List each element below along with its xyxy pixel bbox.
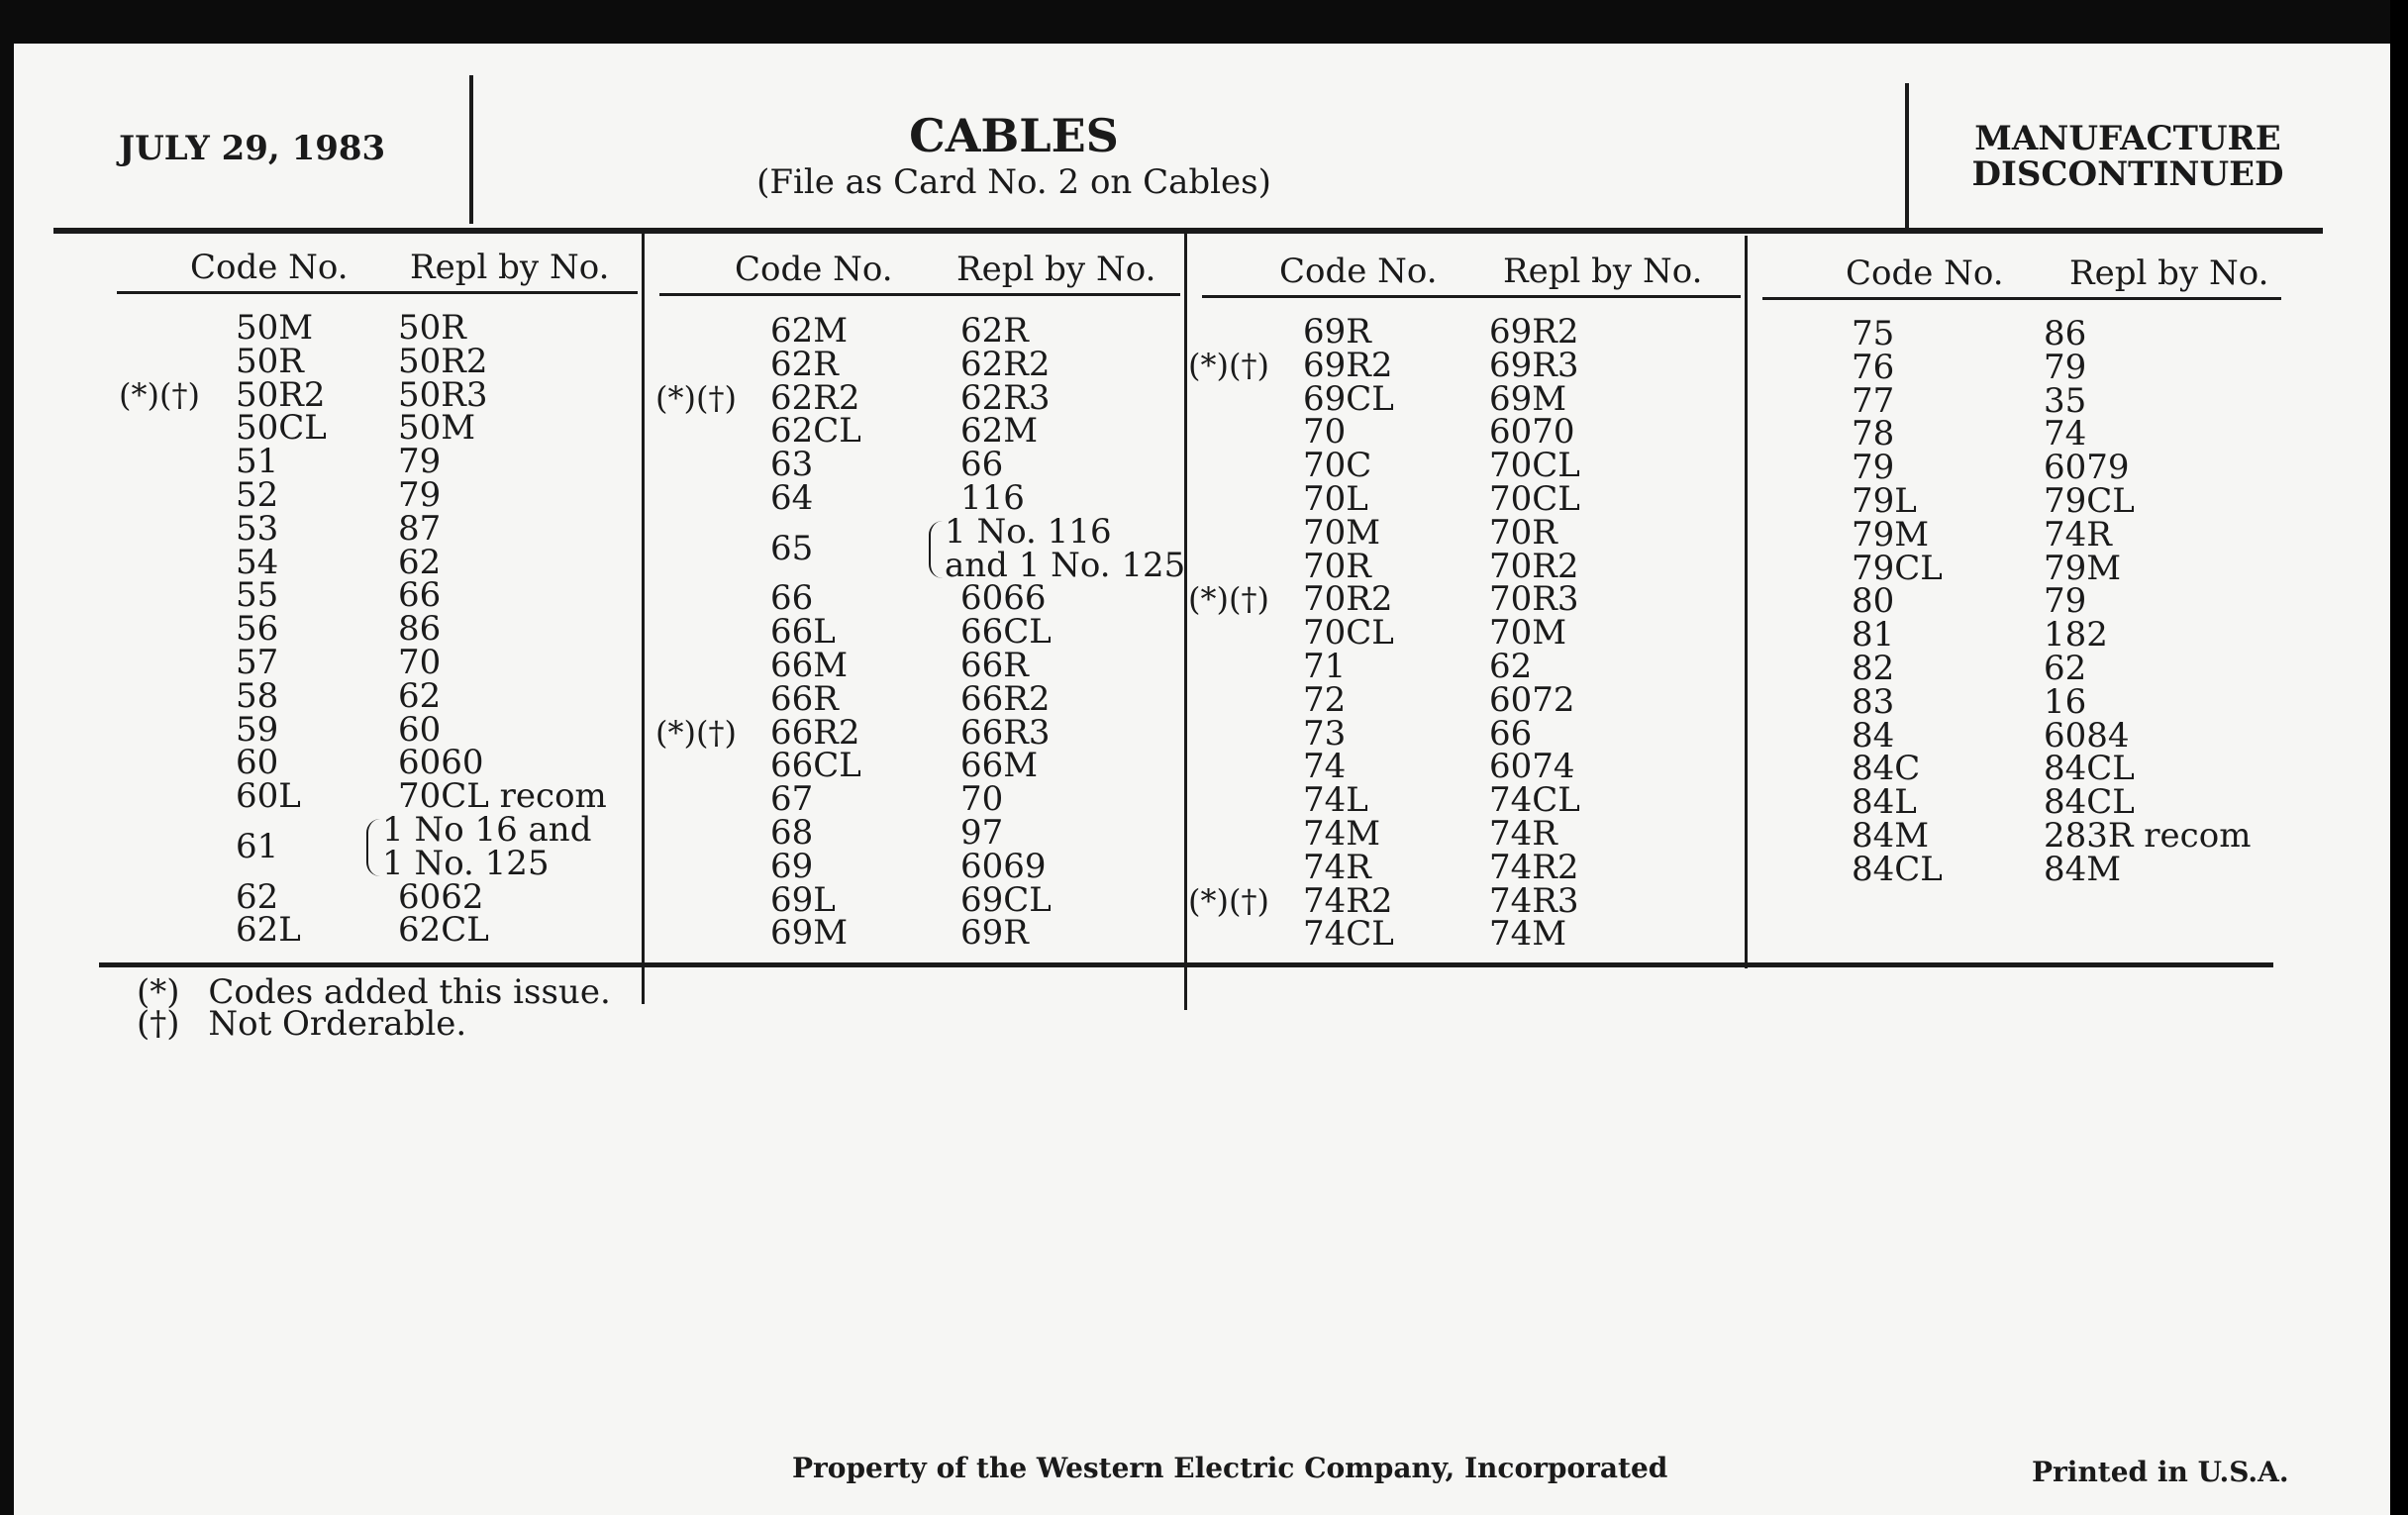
repl-by-cell: 182 xyxy=(2044,615,2108,656)
repl-by-cell: 116 xyxy=(960,478,1025,518)
repl-by-cell: 50R2 xyxy=(398,341,488,381)
status-label xyxy=(1964,121,2291,192)
table-row xyxy=(1747,380,2287,421)
repl-by-cell: 66CL xyxy=(960,612,1052,653)
repl-by-cell: 66R3 xyxy=(960,712,1051,753)
table-row xyxy=(644,311,1186,351)
table-bottom-rule xyxy=(99,962,2273,967)
table-row xyxy=(644,612,1186,653)
repl-by-cell: 62 xyxy=(2044,649,2087,688)
table-row xyxy=(1747,615,2287,656)
table-row xyxy=(1186,345,1747,385)
table-row xyxy=(644,411,1186,452)
property-notice: Property of the Western Electric Company, Incorporated xyxy=(792,1452,1668,1484)
repl-by-cell: 6066 xyxy=(960,578,1047,619)
table-row xyxy=(101,609,644,650)
table-row xyxy=(644,813,1186,853)
table-row xyxy=(1186,412,1747,453)
repl-by-cell: 79CL xyxy=(2044,481,2135,521)
code-no-cell: 62R xyxy=(770,344,839,384)
footnote-marker: (*)(†) xyxy=(1188,580,1269,619)
code-no-cell: 74R xyxy=(1303,847,1371,887)
table-row xyxy=(1747,849,2287,889)
table-row xyxy=(644,478,1186,518)
code-no-cell: 84M xyxy=(1852,816,1930,856)
table-row xyxy=(1747,649,2287,688)
code-no-cell: 82 xyxy=(1852,649,1895,688)
code-no-cell: 51 xyxy=(236,442,279,482)
code-no-cell: 62L xyxy=(236,910,301,951)
table-row xyxy=(101,508,644,549)
repl-by-cell: 84CL xyxy=(2044,749,2135,789)
table-row xyxy=(644,678,1186,719)
footnote-text: Not Orderable. xyxy=(208,1004,467,1044)
footnote-marker: (*)(†) xyxy=(1188,346,1269,384)
code-no-cell: 84L xyxy=(1852,782,1917,823)
table-row xyxy=(1186,479,1747,519)
repl-by-cell: 50R xyxy=(398,308,466,348)
repl-by-cell: 86 xyxy=(2044,314,2087,354)
code-no-cell: 53 xyxy=(236,508,279,549)
repl-by-cell: 70CL xyxy=(1489,446,1580,486)
column-header-rule xyxy=(117,291,638,294)
code-no-cell: 62R2 xyxy=(770,377,860,418)
repl-by-cell: 79 xyxy=(398,442,442,482)
code-no-cell: 69R xyxy=(1303,312,1371,352)
catalog-card xyxy=(14,44,2390,1515)
code-no-cell: 61 xyxy=(236,827,279,866)
code-no-cell: 70 xyxy=(1303,412,1347,453)
table-row xyxy=(1186,880,1747,921)
code-no-cell: 63 xyxy=(770,445,814,485)
table-row xyxy=(644,445,1186,485)
repl-by-cell: 84M xyxy=(2044,849,2122,889)
code-no-cell: 58 xyxy=(236,675,279,716)
table-row xyxy=(1186,647,1747,686)
repl-by-cell: 1 No. 116 xyxy=(945,511,1112,552)
table-row xyxy=(101,743,644,783)
code-no-cell: 69L xyxy=(770,879,836,920)
repl-by-cell: 69R2 xyxy=(1489,312,1579,352)
code-no-cell: 50CL xyxy=(236,408,327,449)
table-row xyxy=(101,374,644,415)
table-row xyxy=(644,344,1186,384)
repl-by-cell: 6084 xyxy=(2044,715,2130,756)
table-row xyxy=(101,308,644,348)
code-no-cell: 69M xyxy=(770,913,849,954)
code-no-cell: 60 xyxy=(236,743,279,783)
repl-by-cell: 62R3 xyxy=(960,377,1051,418)
code-no-cell: 70CL xyxy=(1303,613,1394,654)
table-row xyxy=(101,341,644,381)
repl-by-cell: 70R2 xyxy=(1489,546,1579,586)
repl-by-cell: 66M xyxy=(960,746,1039,786)
code-no-cell: 84C xyxy=(1852,749,1921,789)
repl-by-cell: 6072 xyxy=(1489,679,1575,720)
brace-symbol xyxy=(929,521,945,578)
column-header-rule xyxy=(1202,295,1741,298)
column-header-rule xyxy=(659,293,1180,296)
table-row xyxy=(101,542,644,582)
footnote-symbol: (†) xyxy=(137,1004,180,1044)
table-row xyxy=(644,712,1186,753)
repl-by-cell: 70R3 xyxy=(1489,579,1579,620)
repl-by-cell: 70M xyxy=(1489,613,1567,654)
table-row xyxy=(101,442,644,482)
repl-by-cell: 283R recom xyxy=(2044,816,2252,856)
code-no-cell: 66 xyxy=(770,578,814,619)
table-row xyxy=(101,776,644,817)
table-row xyxy=(101,876,644,917)
table-row xyxy=(1747,481,2287,521)
footnote-text: Codes added this issue. xyxy=(208,972,611,1012)
repl-by-cell: 84CL xyxy=(2044,782,2135,823)
code-no-cell: 68 xyxy=(770,813,814,853)
table-row xyxy=(644,578,1186,619)
table-row xyxy=(1186,747,1747,787)
repl-by-cell: 62R xyxy=(960,311,1029,351)
repl-by-cell: 70CL xyxy=(1489,479,1580,519)
table-row xyxy=(644,779,1186,820)
code-no-cell: 72 xyxy=(1303,679,1347,720)
brace-symbol xyxy=(366,819,382,876)
repl-by-cell: 35 xyxy=(2044,380,2087,421)
code-no-cell: 54 xyxy=(236,542,279,582)
code-no-cell: 81 xyxy=(1852,615,1895,656)
repl-by-no-header: Repl by No. xyxy=(2069,253,2269,293)
table-row xyxy=(1747,816,2287,856)
table-row xyxy=(1186,312,1747,352)
repl-by-cell: 62R2 xyxy=(960,344,1051,384)
table-row xyxy=(101,709,644,750)
footnote-marker: (*)(†) xyxy=(655,713,737,752)
repl-by-cell: 97 xyxy=(960,813,1004,853)
repl-by-cell: 79 xyxy=(2044,581,2087,622)
repl-by-cell: 16 xyxy=(2044,681,2087,722)
repl-by-cell-line2: 1 No. 125 xyxy=(382,844,550,883)
repl-by-cell: 6070 xyxy=(1489,412,1575,453)
repl-by-cell: 50M xyxy=(398,408,476,449)
table-row xyxy=(1186,679,1747,720)
page-subtitle: (File as Card No. 2 on Cables) xyxy=(756,162,1271,202)
repl-by-cell: 60 xyxy=(398,709,442,750)
code-no-cell: 83 xyxy=(1852,681,1895,722)
code-no-cell: 50R2 xyxy=(236,374,326,415)
code-no-cell: 69R2 xyxy=(1303,345,1393,385)
repl-by-cell: 69R3 xyxy=(1489,345,1579,385)
repl-by-cell: 69R xyxy=(960,913,1029,954)
code-no-header: Code No. xyxy=(190,248,349,287)
table-row xyxy=(101,643,644,682)
repl-by-cell: 62 xyxy=(398,675,442,716)
repl-by-no-header: Repl by No. xyxy=(410,248,610,287)
table-row xyxy=(644,846,1186,886)
code-no-cell: 60L xyxy=(236,776,301,817)
page-title: CABLES xyxy=(909,109,1119,162)
repl-by-cell: 69CL xyxy=(960,879,1052,920)
table-row xyxy=(644,511,1186,585)
repl-by-cell: 66R xyxy=(960,646,1029,685)
code-no-header: Code No. xyxy=(1846,253,2004,293)
footnote-marker: (*)(†) xyxy=(655,378,737,417)
header-divider-right xyxy=(1905,83,1909,228)
repl-by-no-header: Repl by No. xyxy=(956,250,1156,289)
repl-by-cell: 62CL xyxy=(398,910,489,951)
table-row xyxy=(1186,378,1747,419)
code-no-cell: 78 xyxy=(1852,414,1895,454)
table-row xyxy=(101,475,644,515)
table-row xyxy=(101,675,644,716)
code-no-cell: 66R xyxy=(770,678,839,719)
status-line-1: MANUFACTURE xyxy=(1974,119,2281,158)
code-no-cell: 59 xyxy=(236,709,279,750)
code-no-cell: 65 xyxy=(770,528,814,568)
scan-edge xyxy=(2390,0,2408,1515)
code-no-cell: 56 xyxy=(236,609,279,650)
code-no-cell: 79CL xyxy=(1852,548,1943,588)
footnote-marker: (*)(†) xyxy=(1188,881,1269,920)
repl-by-cell: 6074 xyxy=(1489,747,1575,787)
repl-by-cell: 87 xyxy=(398,508,442,549)
repl-by-cell: 6079 xyxy=(2044,448,2130,488)
footnote-marker: (*)(†) xyxy=(119,375,200,414)
table-row xyxy=(644,913,1186,954)
column-header-rule xyxy=(1762,297,2281,300)
code-no-cell: 66L xyxy=(770,612,836,653)
code-no-cell: 66M xyxy=(770,646,849,685)
repl-by-cell: 74M xyxy=(1489,914,1567,955)
table-row xyxy=(1186,814,1747,854)
code-no-cell: 79M xyxy=(1852,514,1930,555)
repl-by-cell: 62M xyxy=(960,411,1039,452)
repl-by-no-header: Repl by No. xyxy=(1503,252,1703,291)
header-bottom-rule xyxy=(53,228,2323,234)
repl-by-cell-line2: and 1 No. 125 xyxy=(945,545,1186,585)
code-no-cell: 66CL xyxy=(770,746,861,786)
repl-by-cell: 79 xyxy=(398,475,442,515)
table-row xyxy=(1186,780,1747,821)
table-row xyxy=(1747,681,2287,722)
code-no-cell: 84CL xyxy=(1852,849,1943,889)
code-no-cell: 69CL xyxy=(1303,378,1394,419)
code-no-cell: 74R2 xyxy=(1303,880,1393,921)
code-no-cell: 79L xyxy=(1852,481,1917,521)
repl-by-cell: 62 xyxy=(398,542,442,582)
table-row xyxy=(101,575,644,616)
repl-by-cell: 70R xyxy=(1489,512,1557,553)
table-row xyxy=(1186,847,1747,887)
code-no-cell: 64 xyxy=(770,478,814,518)
code-no-cell: 67 xyxy=(770,779,814,820)
code-no-cell: 79 xyxy=(1852,448,1895,488)
repl-by-cell: 50R3 xyxy=(398,374,488,415)
issue-date: JULY 29, 1983 xyxy=(119,129,386,168)
repl-by-cell: 74R xyxy=(2044,514,2112,555)
repl-by-cell: 79M xyxy=(2044,548,2122,588)
repl-by-cell: 74R3 xyxy=(1489,880,1579,921)
code-no-cell: 74L xyxy=(1303,780,1368,821)
table-row xyxy=(1186,613,1747,654)
table-row xyxy=(1186,512,1747,553)
repl-by-cell: 66R2 xyxy=(960,678,1051,719)
code-no-cell: 84 xyxy=(1852,715,1895,756)
table-row xyxy=(644,646,1186,685)
code-no-cell: 73 xyxy=(1303,713,1347,754)
table-row xyxy=(1747,548,2287,588)
repl-by-cell: 74R2 xyxy=(1489,847,1579,887)
repl-by-cell: 69M xyxy=(1489,378,1567,419)
code-no-header: Code No. xyxy=(1279,252,1438,291)
table-row xyxy=(1747,314,2287,354)
table-row xyxy=(1186,579,1747,620)
repl-by-cell: 74R xyxy=(1489,814,1557,854)
repl-by-cell: 70 xyxy=(398,643,442,682)
table-row xyxy=(1747,514,2287,555)
code-no-cell: 70L xyxy=(1303,479,1368,519)
status-line-2: DISCONTINUED xyxy=(1971,154,2284,194)
table-row xyxy=(1747,715,2287,756)
table-row xyxy=(101,910,644,951)
code-no-cell: 74M xyxy=(1303,814,1381,854)
repl-by-cell: 62 xyxy=(1489,647,1533,686)
repl-by-cell: 6060 xyxy=(398,743,484,783)
repl-by-cell: 79 xyxy=(2044,347,2087,387)
table-row xyxy=(1747,414,2287,454)
repl-by-cell: 74CL xyxy=(1489,780,1580,821)
code-no-cell: 70R2 xyxy=(1303,579,1393,620)
code-no-cell: 76 xyxy=(1852,347,1895,387)
code-no-cell: 50R xyxy=(236,341,304,381)
footnote-dagger xyxy=(137,1004,466,1044)
code-no-header: Code No. xyxy=(735,250,893,289)
repl-by-cell: 74 xyxy=(2044,414,2087,454)
footnote-symbol: (*) xyxy=(137,972,180,1012)
code-no-cell: 62M xyxy=(770,311,849,351)
printed-notice: Printed in U.S.A. xyxy=(2032,1456,2289,1488)
table-row xyxy=(101,810,644,883)
table-row xyxy=(1186,914,1747,955)
code-no-cell: 74 xyxy=(1303,747,1347,787)
table-row xyxy=(1186,546,1747,586)
repl-by-cell: 1 No 16 and xyxy=(382,810,592,850)
code-no-cell: 70C xyxy=(1303,446,1372,486)
table-row xyxy=(1747,782,2287,823)
repl-by-cell: 70 xyxy=(960,779,1004,820)
code-no-cell: 62CL xyxy=(770,411,861,452)
code-no-cell: 50M xyxy=(236,308,314,348)
code-no-cell: 69 xyxy=(770,846,814,886)
code-no-cell: 55 xyxy=(236,575,279,616)
code-no-cell: 70M xyxy=(1303,512,1381,553)
repl-by-cell: 6062 xyxy=(398,876,484,917)
code-no-cell: 74CL xyxy=(1303,914,1394,955)
table-row xyxy=(644,879,1186,920)
repl-by-cell: 66 xyxy=(1489,713,1533,754)
table-row xyxy=(1747,749,2287,789)
code-no-cell: 57 xyxy=(236,643,279,682)
table-row xyxy=(1186,446,1747,486)
code-no-cell: 71 xyxy=(1303,647,1347,686)
code-no-cell: 77 xyxy=(1852,380,1895,421)
code-no-cell: 66R2 xyxy=(770,712,860,753)
table-row xyxy=(1186,713,1747,754)
repl-by-cell: 66 xyxy=(960,445,1004,485)
repl-by-cell: 6069 xyxy=(960,846,1047,886)
repl-by-cell: 66 xyxy=(398,575,442,616)
repl-by-cell: 86 xyxy=(398,609,442,650)
table-row xyxy=(101,408,644,449)
code-no-cell: 80 xyxy=(1852,581,1895,622)
repl-by-cell: 70CL recom xyxy=(398,776,607,817)
table-row xyxy=(1747,347,2287,387)
code-no-cell: 62 xyxy=(236,876,279,917)
code-no-cell: 75 xyxy=(1852,314,1895,354)
code-no-cell: 70R xyxy=(1303,546,1371,586)
code-no-cell: 52 xyxy=(236,475,279,515)
table-row xyxy=(644,746,1186,786)
table-row xyxy=(1747,448,2287,488)
table-row xyxy=(1747,581,2287,622)
table-row xyxy=(644,377,1186,418)
